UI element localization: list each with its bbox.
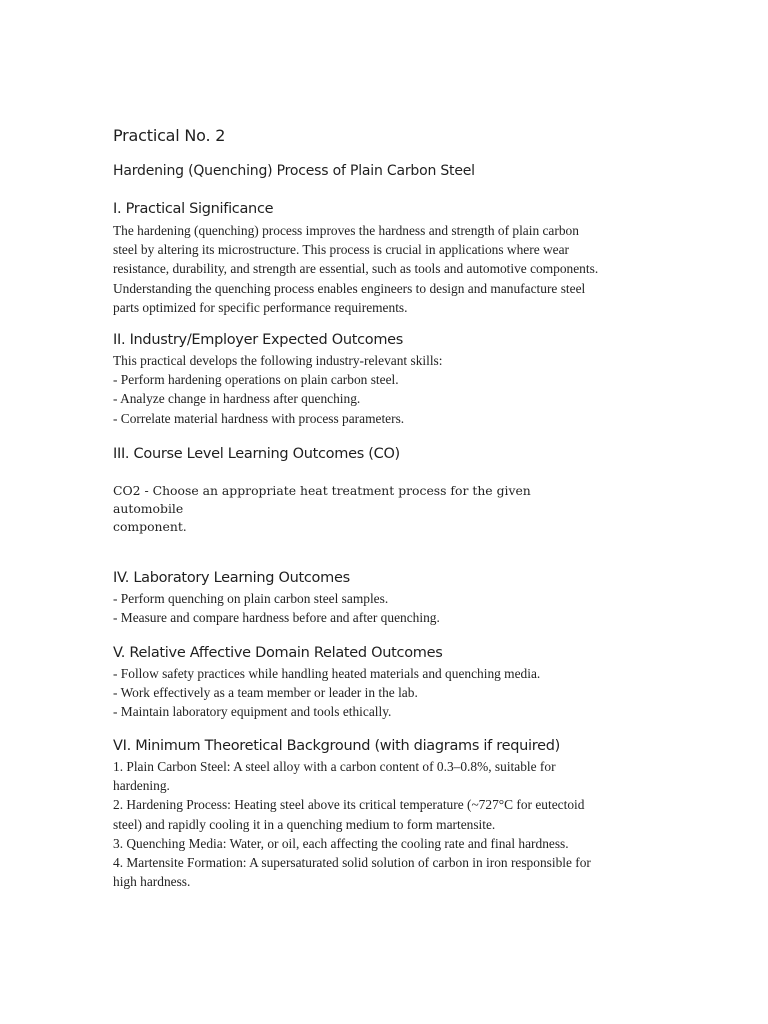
paragraph-line: 3. Quenching Media: Water, or oil, each affecting the cooling rate and final hardness. bbox=[113, 835, 569, 851]
section-heading: IV. Laboratory Learning Outcomes bbox=[113, 570, 350, 586]
section-practical-significance bbox=[113, 201, 673, 317]
list-item: This practical develops the following industry-relevant skills: bbox=[113, 353, 443, 368]
paragraph-line: Understanding the quenching process enables engineers to design and manufacture steel bbox=[113, 280, 586, 296]
list-item: - Perform hardening operations on plain carbon steel. bbox=[113, 372, 399, 388]
page-subtitle: Hardening (Quenching) Process of Plain Carbon Steel bbox=[113, 163, 475, 179]
page-title: Practical No. 2 bbox=[113, 126, 226, 145]
paragraph-line: high hardness. bbox=[113, 874, 191, 890]
list-item: - Follow safety practices while handling heated materials and quenching media. bbox=[113, 666, 541, 681]
paragraph-line: 1. Plain Carbon Steel: A steel alloy with a carbon content of 0.3–0.8%, suitable for bbox=[113, 759, 556, 774]
list-item: - Maintain laboratory equipment and tools ethically. bbox=[113, 704, 392, 720]
section-heading: I. Practical Significance bbox=[113, 201, 274, 217]
paragraph-line: hardening. bbox=[113, 778, 170, 794]
paragraph-line: resistance, durability, and strength are essential, such as tools and automotive components. bbox=[113, 261, 599, 277]
section-heading: III. Course Level Learning Outcomes (CO) bbox=[113, 446, 400, 462]
course-outcome-line: CO2 - Choose an appropriate heat treatment process for the given automobile bbox=[113, 483, 531, 516]
list-item: - Analyze change in hardness after quenching. bbox=[113, 391, 361, 407]
section-heading: II. Industry/Employer Expected Outcomes bbox=[113, 332, 404, 348]
list-item: - Correlate material hardness with process parameters. bbox=[113, 410, 405, 426]
section-lab-outcomes bbox=[113, 570, 673, 627]
section-affective-outcomes bbox=[113, 645, 673, 722]
section-course-outcomes bbox=[113, 446, 673, 536]
paragraph-line: 4. Martensite Formation: A supersaturated solid solution of carbon in iron responsible for bbox=[113, 855, 591, 871]
section-theoretical-background bbox=[113, 738, 673, 891]
section-heading: V. Relative Affective Domain Related Outcomes bbox=[113, 645, 443, 661]
list-item: - Perform quenching on plain carbon steel samples. bbox=[113, 591, 389, 606]
section-industry-outcomes bbox=[113, 332, 673, 428]
section-heading: VI. Minimum Theoretical Background (with diagrams if required) bbox=[113, 738, 560, 754]
paragraph-line: steel) and rapidly cooling it in a quenching medium to form martensite. bbox=[113, 816, 496, 832]
list-item: - Measure and compare hardness before and after quenching. bbox=[113, 610, 440, 626]
paragraph-line: parts optimized for specific performance requirements. bbox=[113, 299, 408, 315]
paragraph-line: 2. Hardening Process: Heating steel above its critical temperature (~727°C for eutectoid bbox=[113, 797, 585, 813]
course-outcome-line: component. bbox=[113, 519, 187, 534]
list-item: - Work effectively as a team member or leader in the lab. bbox=[113, 685, 418, 701]
paragraph-line: steel by altering its microstructure. This process is crucial in applications where wear bbox=[113, 242, 570, 258]
paragraph-line: The hardening (quenching) process improves the hardness and strength of plain carbon bbox=[113, 223, 579, 238]
